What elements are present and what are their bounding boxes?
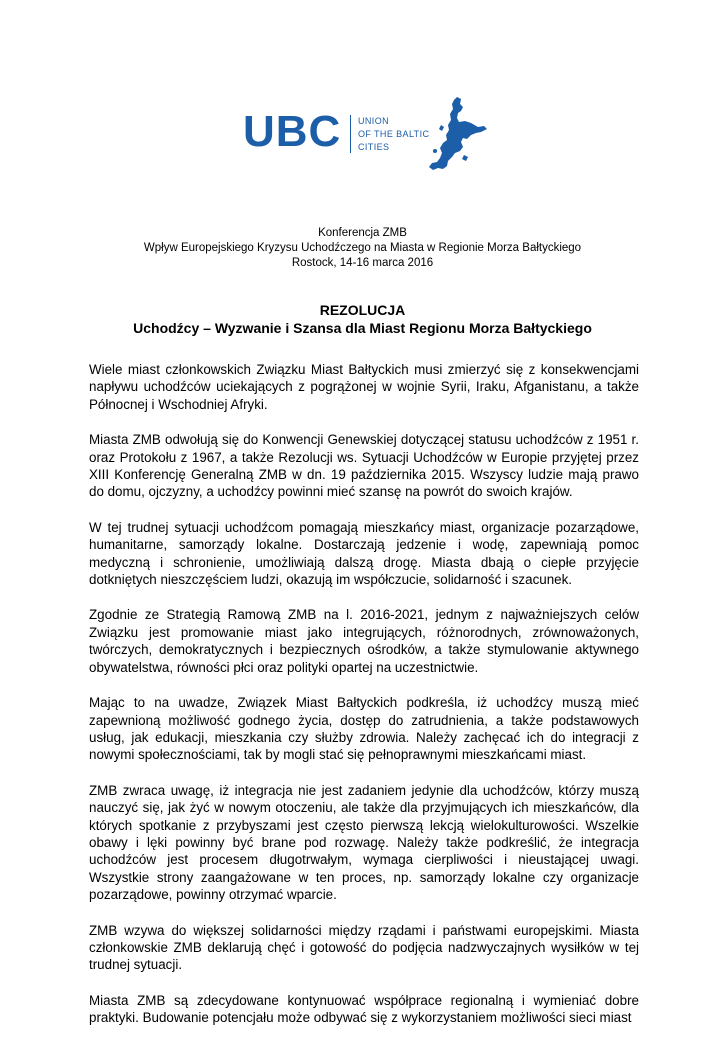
paragraph-8: Miasta ZMB są zdecydowane kontynuować współprace regionalną i wymieniać dobre praktyki. Budowanie potencjału może odbywać się z wykorzystaniem możliwości sieci miast [89, 992, 639, 1026]
logo-tagline [358, 115, 429, 154]
paragraph-1: Wiele miast członkowskich Związku Miast Bałtyckich musi zmierzyć się z konsekwencjami napływu uchodźców uciekających z pogrążonej w wojnie Syrii, Iraku, Afganistanu, a także Północnej i Wschodniej Afryki. [89, 362, 639, 412]
conference-name: Konferencja ZMB [318, 227, 407, 239]
conference-header [60, 226, 665, 271]
resolution-subtitle: Uchodźcy – Wyzwanie i Szansa dla Miast Regionu Morza Bałtyckiego [133, 320, 592, 336]
resolution-title [60, 301, 665, 337]
resolution-heading: REZOLUCJA [319, 302, 406, 318]
paragraph-6: ZMB zwraca uwagę, iż integracja nie jest zadaniem jedynie dla uchodźców, którzy muszą nauczyć się, jak żyć w nowym otoczeniu, ale także dla przyjmujących ich mieszkańców, dla których spotkanie z przybyszami jest często pierwszą lekcją wielokulturowości. Wszelkie obawy i lęki powinny być brane pod rozwagę. Należy także podkreślić, że integracja uchodźców jest procesem długotrwałym, wymaga cierpliwości i nieustającej uwagi. Wszystkie strony zaangażowane w ten proces, np. samorządy lokalne czy organizacje pozarządowe, powinny otrzymać wparcie. [89, 782, 639, 903]
paragraph-4: Zgodnie ze Strategią Ramową ZMB na l. 2016-2021, jednym z najważniejszych celów Związku jest promowanie miast jako integrujących, różnorodnych, zrównoważonych, twórczych, demokratycznych i bezpiecznych ośrodków, a także stymulowanie aktywnego obywatelstwa, równości płci oraz polityki opartej na uczestnictwie. [89, 607, 639, 675]
paragraph-3: W tej trudnej sytuacji uchodźcom pomagają mieszkańcy miast, organizacje pozarządowe, humanitarne, samorządy lokalne. Dostarczają jedzenie i wodę, zapewniają pomoc medyczną i schronienie, umożliwiają dalszą drogę. Miasta dbają o ciepłe przyjęcie dotkniętych nieszczęściem ludzi, okazują im współczucie, solidarność i szacunek. [89, 519, 639, 588]
logo-tagline-line-1: UNION [358, 116, 389, 126]
document-body [89, 361, 639, 1045]
logo-tagline-line-2: OF THE BALTIC [358, 129, 430, 139]
ubc-logo [243, 95, 493, 175]
conference-topic: Wpływ Europejskiego Kryzysu Uchodźczego na Miasta w Regionie Morza Bałtyckiego [143, 242, 582, 254]
paragraph-2: Miasta ZMB odwołują się do Konwencji Genewskiej dotyczącej statusu uchodźców z 1951 r. oraz Protokołu z 1967, a także Rezolucji ws. Sytuacji Uchodźców w Europie przyjętej przez XIII Konferencję Generalną ZMB w dn. 19 października 2015. Wszyscy ludzie mają prawo do domu, ojczyzny, a uchodźcy powinni mieć szansę na powrót do swoich krajów. [89, 432, 639, 500]
logo-brand-letters: UBC [243, 107, 342, 156]
baltic-sea-map-icon [421, 95, 491, 175]
logo-tagline-line-3: CITIES [358, 142, 390, 152]
paragraph-5: Mając to na uwadze, Związek Miast Bałtyckich podkreśla, iż uchodźcy muszą mieć zapewnioną możliwość godnego życia, dostęp do zatrudnienia, a także podstawowych usług, jak edukacji, mieszkania czy służby zdrowia. Należy zachęcać ich do integracji z nowymi społecznościami, tak by mogli stać się pełnoprawnymi mieszkańcami miast. [89, 695, 639, 763]
conference-place-date: Rostock, 14-16 marca 2016 [291, 257, 434, 269]
logo-separator [350, 115, 351, 153]
paragraph-7: ZMB wzywa do większej solidarności między rządami i państwami europejskimi. Miasta członkowskie ZMB deklarują chęć i gotowość do podjęcia nadzwyczajnych wysiłków w tej trudnej sytuacji. [89, 922, 639, 973]
